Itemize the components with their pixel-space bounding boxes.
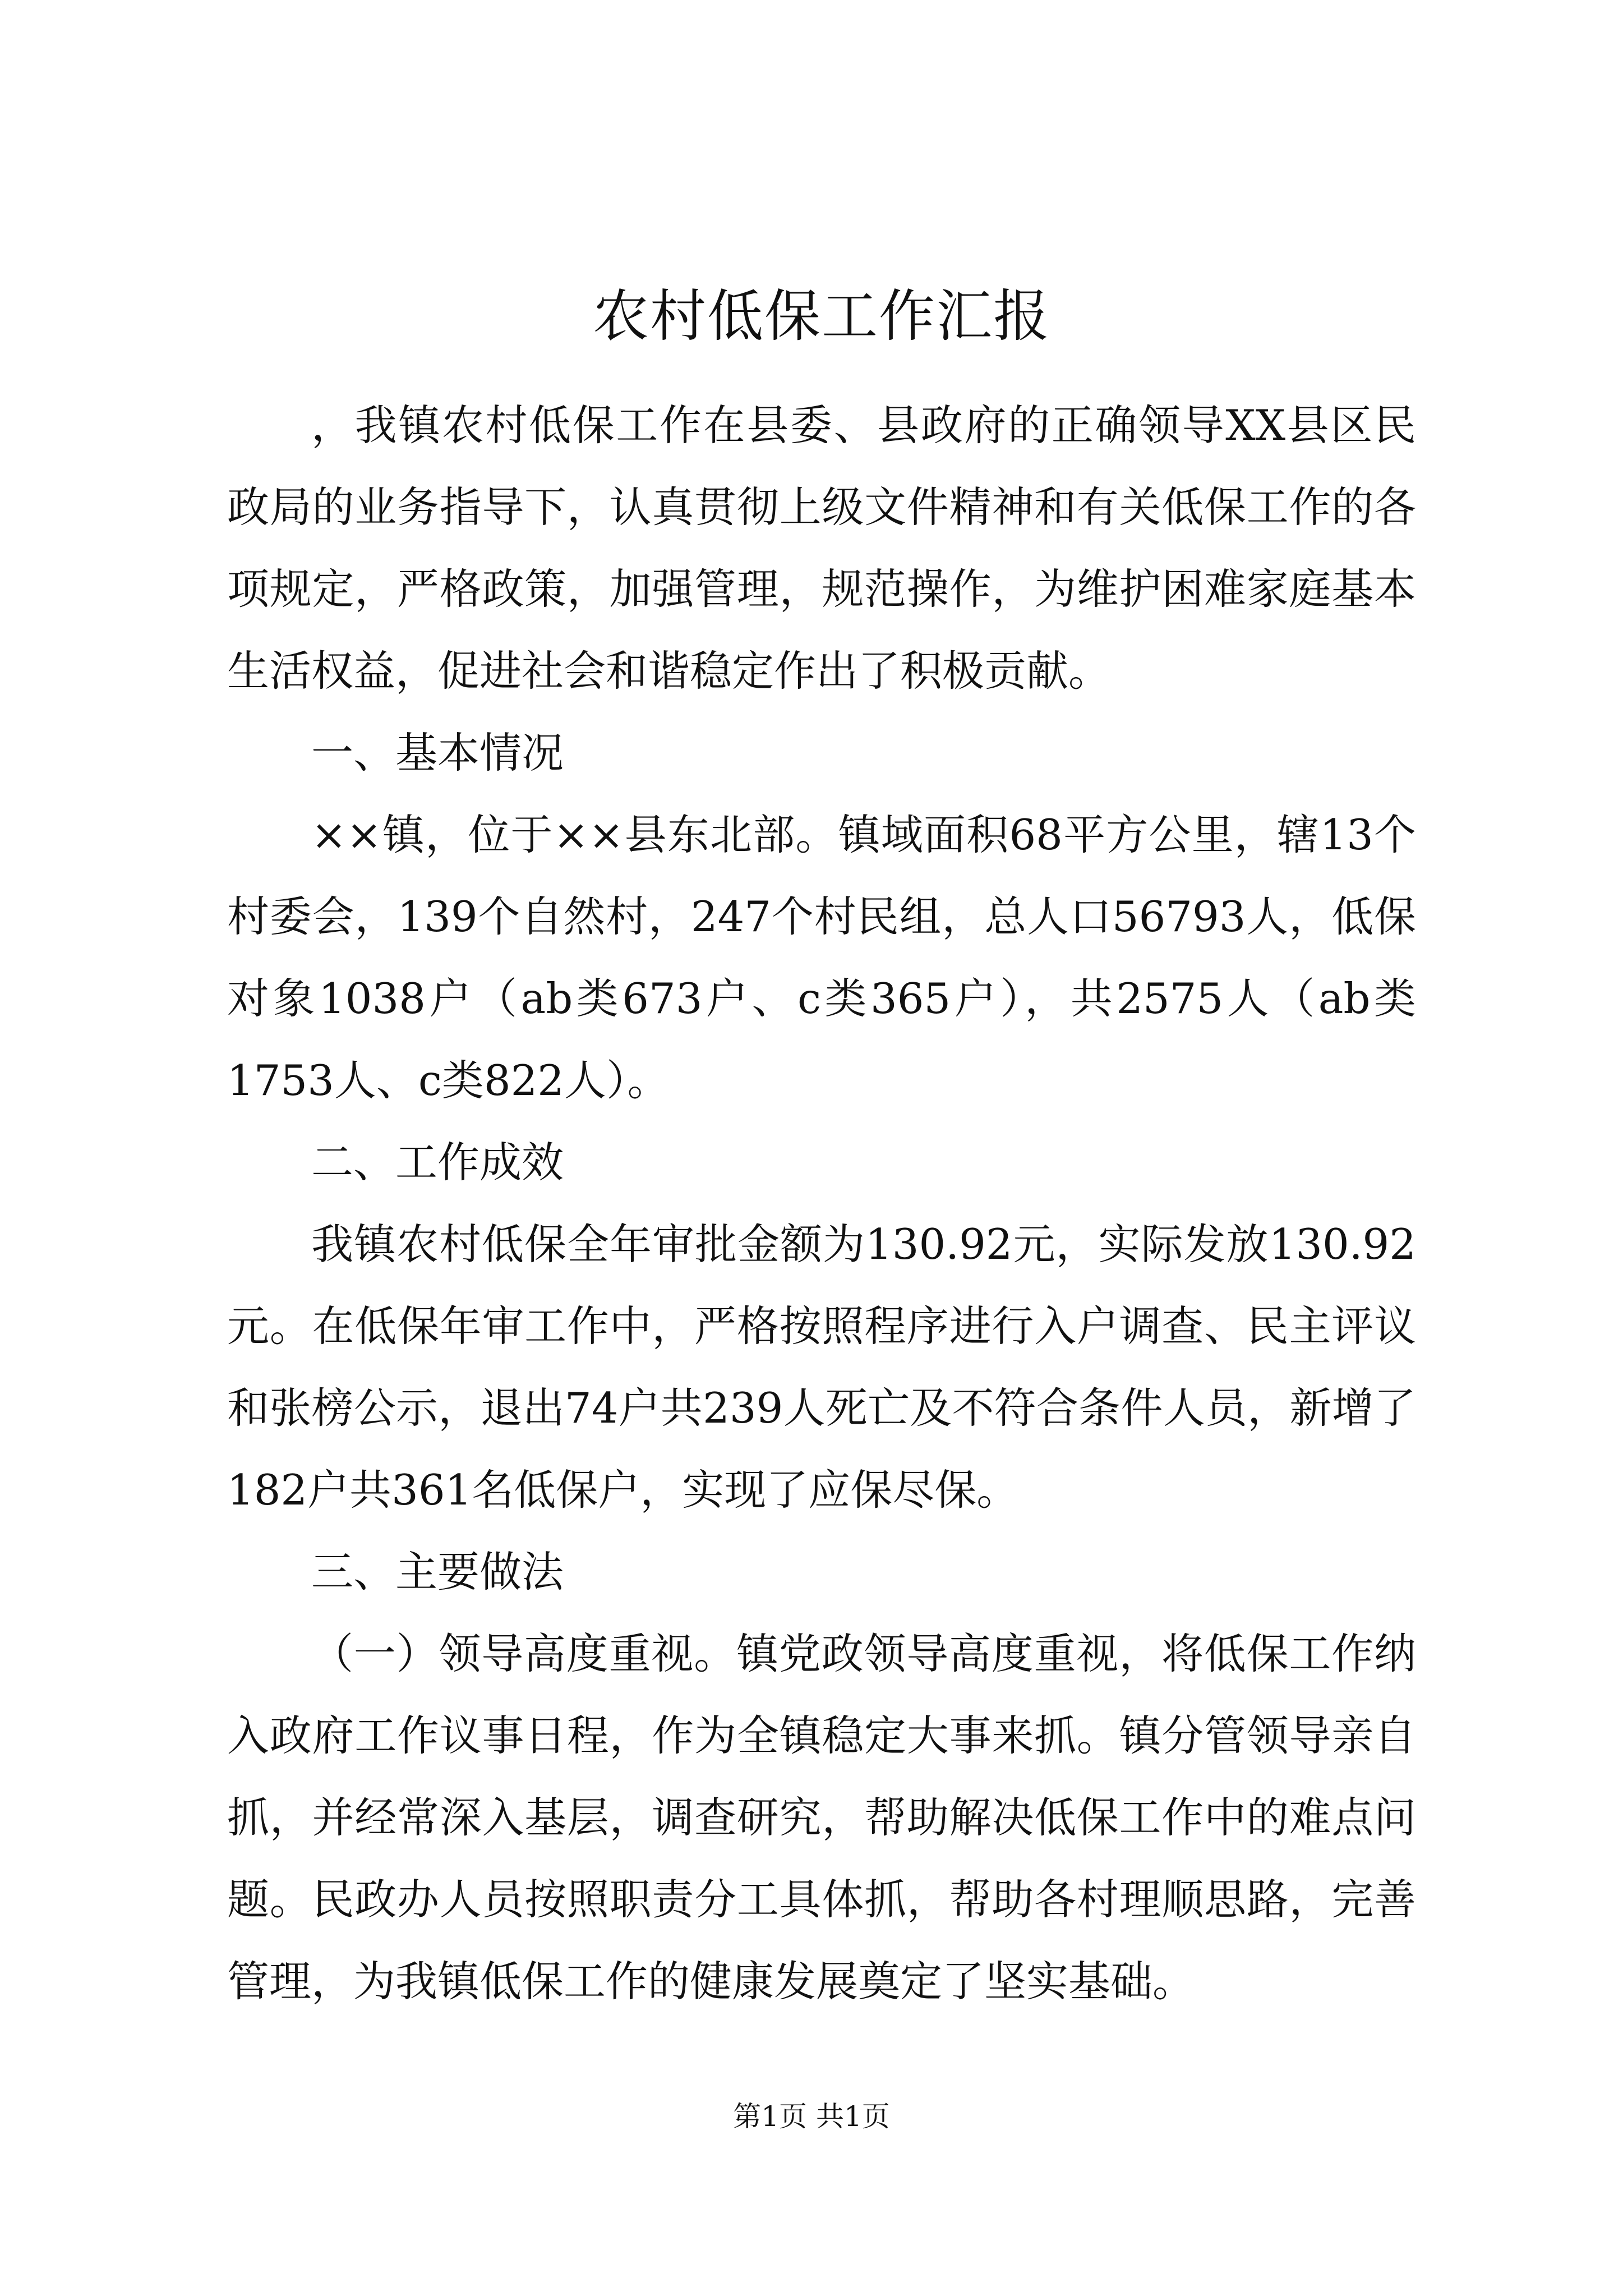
intro-paragraph: ，我镇农村低保工作在县委、县政府的正确领导XX县区民政局的业务指导下，认真贯彻上级文件精神和有关低保工作的各项规定，严格政策，加强管理，规范操作，为维护困难家庭基本生活权益，促进社会和谐稳定作出了积极贡献。 bbox=[227, 401, 1416, 696]
section-heading-main-practices: 三、主要做法 bbox=[311, 1547, 564, 1596]
leadership-paragraph: （一）领导高度重视。镇党政领导高度重视，将低保工作纳入政府工作议事日程，作为全镇稳定大事来抓。镇分管领导亲自抓，并经常深入基层，调查研究，帮助解决低保工作中的难点问题。民政办人员按照职责分工具体抓，帮助各村理顺思路，完善管理，为我镇低保工作的健康发展奠定了坚实基础。 bbox=[227, 1629, 1416, 2006]
document-body bbox=[227, 283, 1416, 2022]
work-results-paragraph: 我镇农村低保全年审批金额为130.92元，实际发放130.92元。在低保年审工作中，严格按照程序进行入户调查、民主评议和张榜公示，退出74户共239人死亡及不符合条件人员，新增了182户共361名低保户，实现了应保尽保。 bbox=[227, 1220, 1416, 1515]
page-footer: 第1页 共1页 bbox=[733, 2100, 890, 2133]
section-heading-basic-situation: 一、基本情况 bbox=[311, 728, 564, 777]
section-heading-work-results: 二、工作成效 bbox=[311, 1138, 564, 1187]
document-title: 农村低保工作汇报 bbox=[593, 283, 1050, 349]
basic-situation-paragraph: ××镇，位于××县东北部。镇域面积68平方公里，辖13个村委会，139个自然村，247个村民组，总人口56793人，低保对象1038户（ab类673户、c类365户），共2575人（ab类1753人、c类822人）。 bbox=[227, 810, 1416, 1105]
